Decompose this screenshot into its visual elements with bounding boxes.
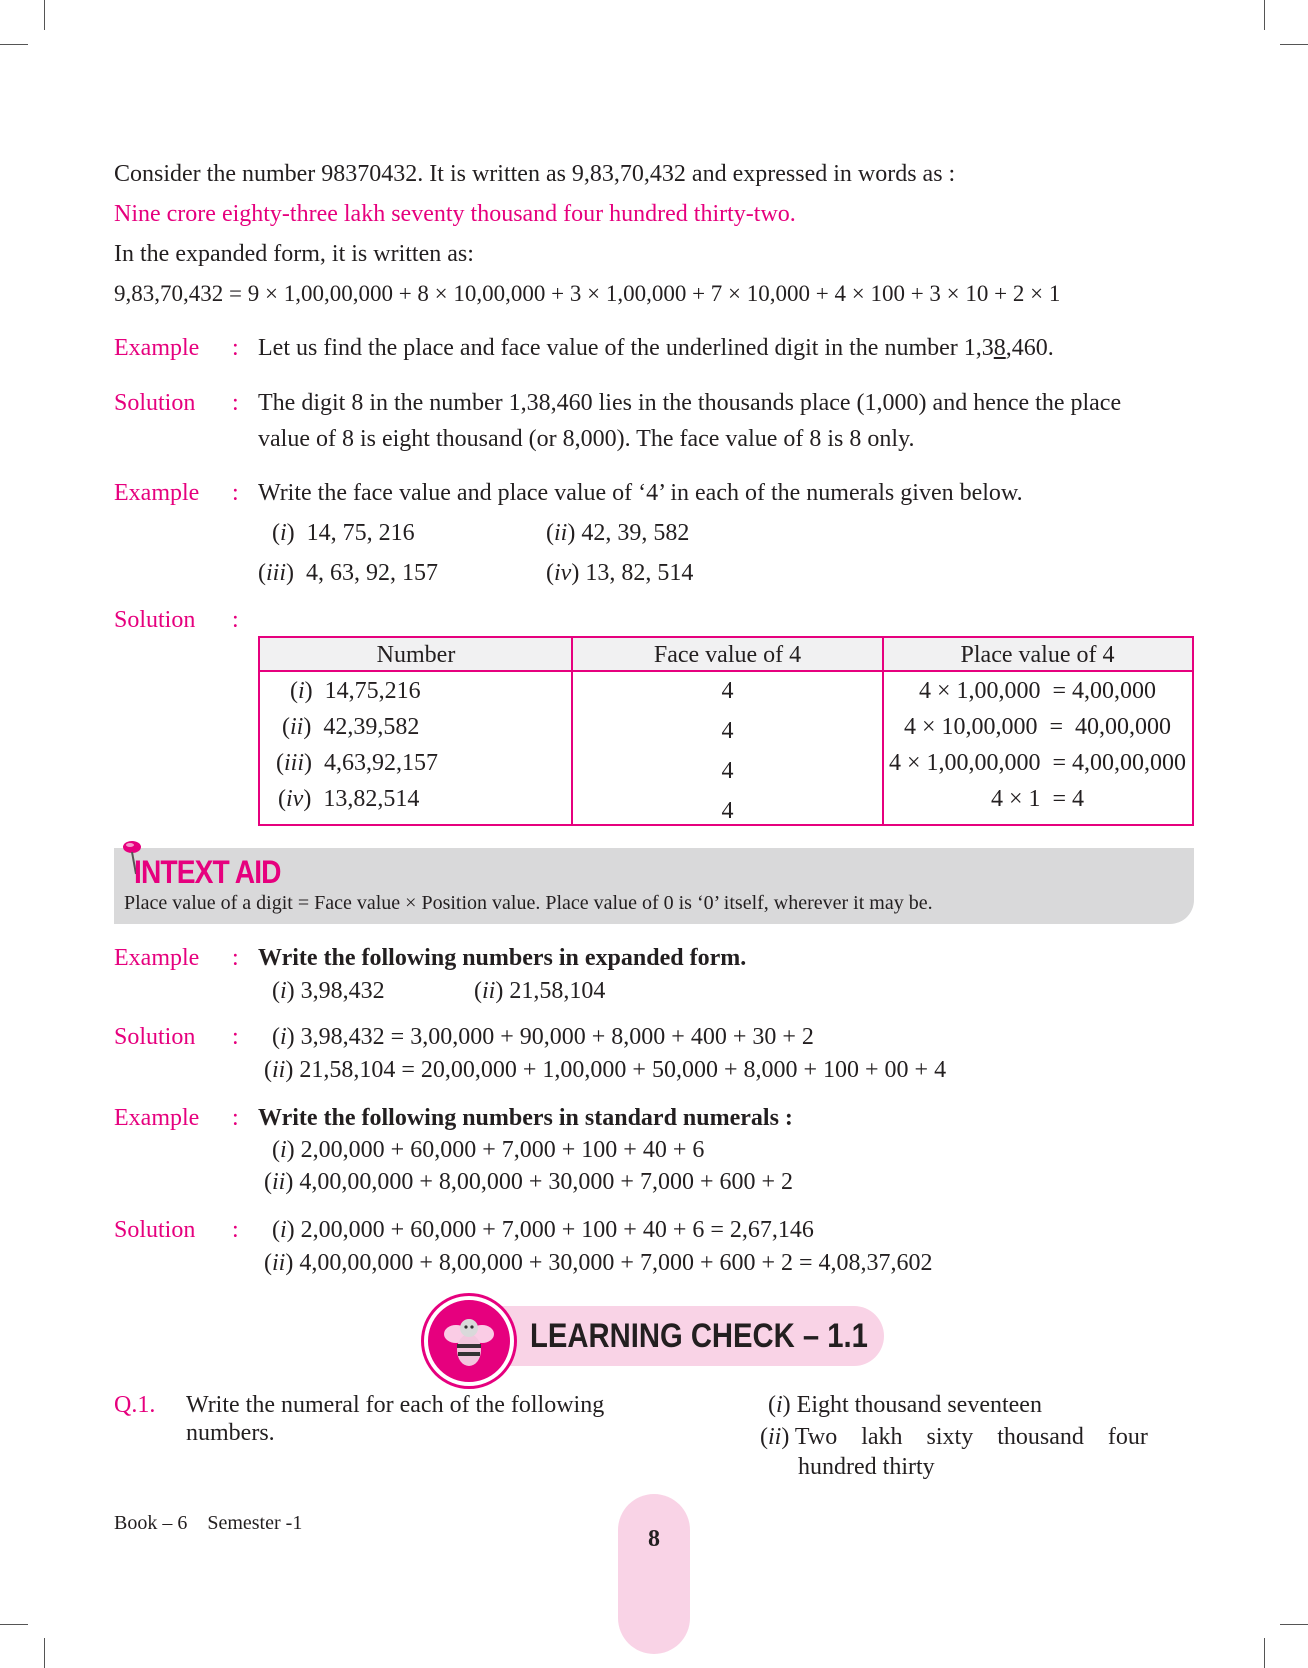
solution-label: Solution [114,1024,196,1050]
table-face-value: 4 [721,718,734,744]
solution-line: (i) 2,00,000 + 60,000 + 7,000 + 100 + 40 + 6 = 2,67,146 [272,1217,814,1243]
list-item: (iv) 13, 82, 514 [546,560,694,586]
table-face-value: 4 [721,798,734,824]
example-label: Example [114,480,200,506]
list-item: (i) 14, 75, 216 [272,520,415,546]
page-number: 8 [648,1526,660,1552]
table-header-number: Number [260,638,572,672]
solution-1-line-2: value of 8 is eight thousand (or 8,000). The face value of 8 is 8 only. [258,426,915,452]
example-4-question: Write the following numbers in standard numerals : [258,1105,793,1131]
solution-1-line-1: The digit 8 in the number 1,38,460 lies in the thousands place (1,000) and hence the place [258,390,1122,416]
table-header-face-value: Face value of 4 [572,638,883,672]
intro-number-words: Nine crore eighty-three lakh seventy thousand four hundred thirty-two. [114,201,796,227]
crop-mark [1264,1638,1265,1668]
table-face-value: 4 [721,678,734,704]
table-row-number: (ii) 42,39,582 [282,714,420,740]
learning-check-title: LEARNING CHECK – 1.1 [530,1317,868,1355]
intext-aid-text: Place value of a digit = Face value × Position value. Place value of 0 is ‘0’ itself, wherever it may be. [124,892,933,914]
solution-line: (ii) 21,58,104 = 20,00,000 + 1,00,000 + 50,000 + 8,000 + 100 + 00 + 4 [264,1057,947,1083]
crop-mark [1264,0,1265,30]
table-face-value: 4 [721,758,734,784]
crop-mark [0,44,28,45]
question-text-line-1: Write the numeral for each of the following [186,1392,605,1418]
solution-label: Solution [114,390,196,416]
table-row-number: (i) 14,75,216 [290,678,421,704]
crop-mark [1280,44,1308,45]
solution-label: Solution [114,607,196,633]
question-item: (i) Eight thousand seventeen [768,1392,1042,1418]
intro-line-3: In the expanded form, it is written as: [114,241,474,267]
footer-book: Book – 6 Semester -1 [114,1512,303,1534]
list-item: (iii) 4, 63, 92, 157 [258,560,439,586]
table-header-place-value: Place value of 4 [883,638,1192,672]
bee-icon [428,1300,510,1382]
example-1-text-end: ,460. [1005,335,1054,361]
table-place-value: 4 × 1,00,000 = 4,00,000 [918,678,1157,704]
question-text-line-2: numbers. [186,1420,275,1446]
list-item: (ii) 21,58,104 [474,978,606,1004]
example-3-question: Write the following numbers in expanded form. [258,945,747,971]
table-place-value: 4 × 1,00,00,000 = 4,00,00,000 [888,750,1187,776]
table-place-value: 4 × 1 = 4 [990,786,1085,812]
intro-line-1: Consider the number 98370432. It is written as 9,83,70,432 and expressed in words as : [114,161,956,187]
colon: : [232,480,239,506]
intro-expanded-form: 9,83,70,432 = 9 × 1,00,00,000 + 8 × 10,00,000 + 3 × 1,00,000 + 7 × 10,000 + 4 × 100 + 3 × 10 + 2 × 1 [114,281,1061,306]
colon: : [232,390,239,416]
example-2-question: Write the face value and place value of ‘4’ in each of the numerals given below. [258,480,1023,506]
question-item-continuation: hundred thirty [798,1454,935,1480]
place-value-table [258,636,1194,826]
question-number: Q.1. [114,1392,156,1418]
example-label: Example [114,945,200,971]
list-item: (ii) 42, 39, 582 [546,520,690,546]
page-number-tab [618,1494,690,1654]
crop-mark [1280,1624,1308,1625]
example-1-text: Let us find the place and face value of the underlined digit in the number 1,3 [258,335,994,361]
list-item: (i) 2,00,000 + 60,000 + 7,000 + 100 + 40 + 6 [272,1137,705,1163]
table-place-value: 4 × 10,00,000 = 40,00,000 [903,714,1172,740]
solution-label: Solution [114,1217,196,1243]
colon: : [232,1024,239,1050]
colon: : [232,607,239,633]
example-label: Example [114,335,200,361]
crop-mark [44,0,45,30]
colon: : [232,335,239,361]
colon: : [232,945,239,971]
example-label: Example [114,1105,200,1131]
bee-mascot-badge [424,1296,514,1386]
table-row-number: (iv) 13,82,514 [278,786,420,812]
intext-aid-title: INTEXT AID [134,854,281,890]
colon: : [232,1217,239,1243]
question-item: (ii) Two lakh sixty thousand four [760,1424,1148,1450]
crop-mark [0,1624,28,1625]
table-row-number: (iii) 4,63,92,157 [276,750,439,776]
example-1-question [258,331,1054,365]
solution-line: (i) 3,98,432 = 3,00,000 + 90,000 + 8,000 + 400 + 30 + 2 [272,1024,814,1050]
colon: : [232,1105,239,1131]
list-item: (i) 3,98,432 [272,978,385,1004]
list-item: (ii) 4,00,00,000 + 8,00,000 + 30,000 + 7,000 + 600 + 2 [264,1169,794,1195]
crop-mark [44,1638,45,1668]
underlined-digit: 8 [993,335,1006,361]
solution-line: (ii) 4,00,00,000 + 8,00,000 + 30,000 + 7,000 + 600 + 2 = 4,08,37,602 [264,1250,933,1276]
